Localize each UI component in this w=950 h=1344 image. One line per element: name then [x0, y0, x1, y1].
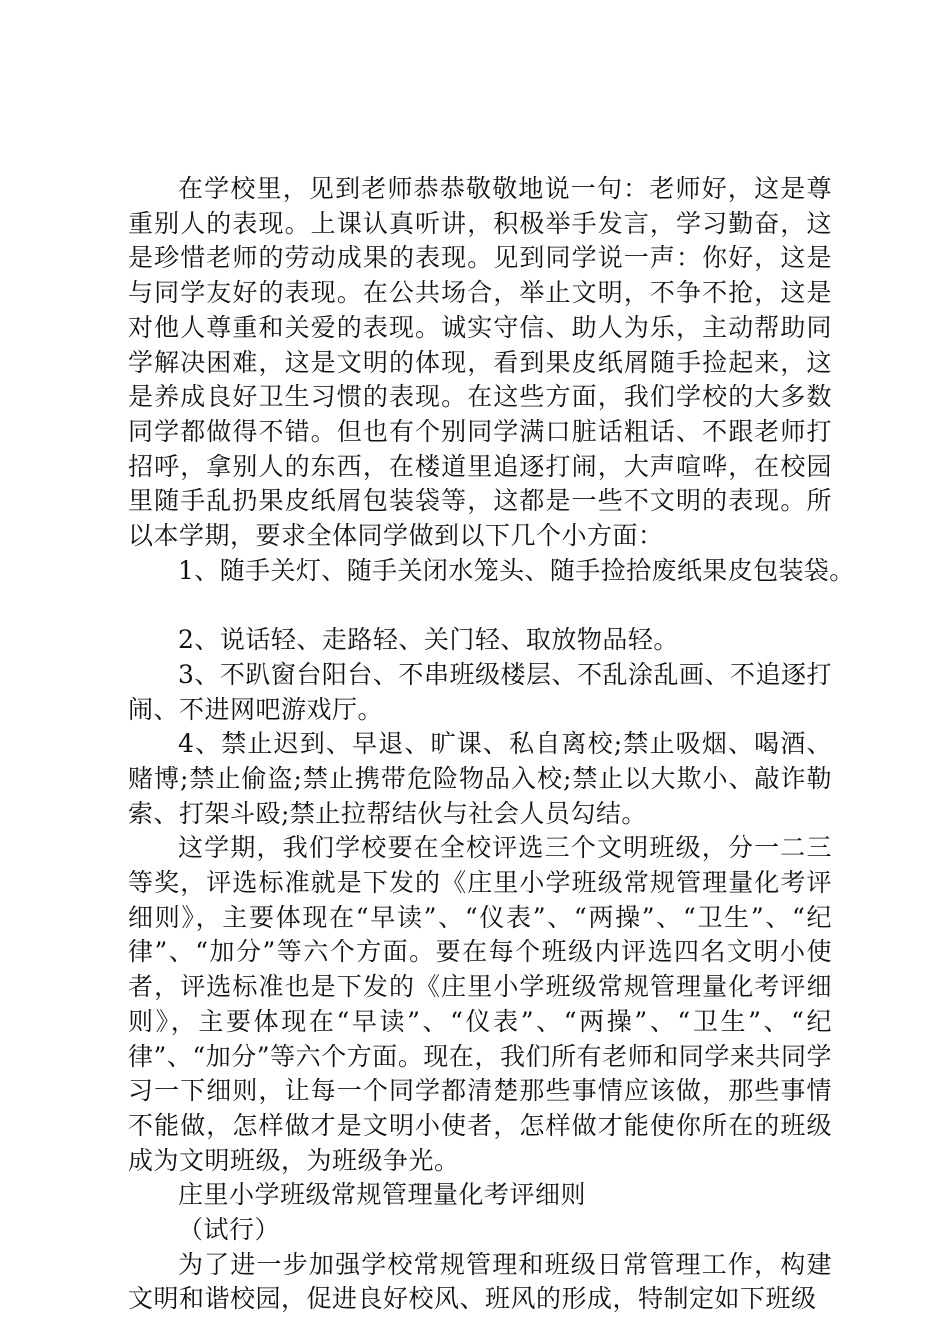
paragraph-civility-intro: 在学校里，见到老师恭恭敬敬地说一句：老师好，这是尊重别人的表现。上课认真听讲，积极举手发言，学习勤奋，这是珍惜老师的劳动成果的表现。见到同学说一声：你好，这是与同学友好的表现。在公共场合，举止文明，不争不抢，这是对他人尊重和关爱的表现。诚实守信、助人为乐，主动帮助同学解决困难，这是文明的体现，看到果皮纸屑随手捡起来，这是养成良好卫生习惯的表现。在这些方面，我们学校的大多数同学都做得不错。但也有个别同学满口脏话粗话、不跟老师打招呼，拿别人的东西，在楼道里追逐打闹，大声喧哗，在校园里随手乱扔果皮纸屑包装袋等，这都是一些不文明的表现。所以本学期，要求全体同学做到以下几个小方面： — [128, 174, 832, 551]
blank-line — [128, 588, 832, 623]
section-title: 庄里小学班级常规管理量化考评细则 — [178, 1180, 587, 1210]
rule-item-2: 2、说话轻、走路轻、关门轻、取放物品轻。 — [178, 625, 679, 655]
document-body — [128, 172, 855, 1317]
rule-item-3: 3、不趴窗台阳台、不串班级楼层、不乱涂乱画、不追逐打闹、不进网吧游戏厅。 — [128, 659, 832, 724]
paragraph-purpose: 为了进一步加强学校常规管理和班级日常管理工作，构建文明和谐校园，促进良好校风、班风的形成，特制定如下班级 — [128, 1249, 832, 1314]
rule-item-1: 1、随手关灯、随手关闭水笼头、随手捡拾废纸果皮包装袋。 — [178, 555, 855, 585]
section-subtitle: （试行） — [178, 1215, 281, 1245]
paragraph-evaluation: 这学期，我们学校要在全校评选三个文明班级，分一二三等奖，评选标准就是下发的《庄里小学班级常规管理量化考评细则》，主要体现在“早读”、“仪表”、“两操”、“卫生”、“纪律”、“加分”等六个方面。要在每个班级内评选四名文明小使者，评选标准也是下发的《庄里小学班级常规管理量化考评细则》，主要体现在“早读”、“仪表”、“两操”、“卫生”、“纪律”、“加分”等六个方面。现在，我们所有老师和同学来共同学习一下细则，让每一个同学都清楚那些事情应该做，那些事情不能做，怎样做才是文明小使者，怎样做才能使你所在的班级成为文明班级，为班级争光。 — [128, 833, 832, 1175]
rule-item-4: 4、禁止迟到、早退、旷课、私自离校;禁止吸烟、喝酒、赌博;禁止偷盗;禁止携带危险物品入校;禁止以大欺小、敲诈勒索、打架斗殴;禁止拉帮结伙与社会人员勾结。 — [128, 729, 832, 828]
